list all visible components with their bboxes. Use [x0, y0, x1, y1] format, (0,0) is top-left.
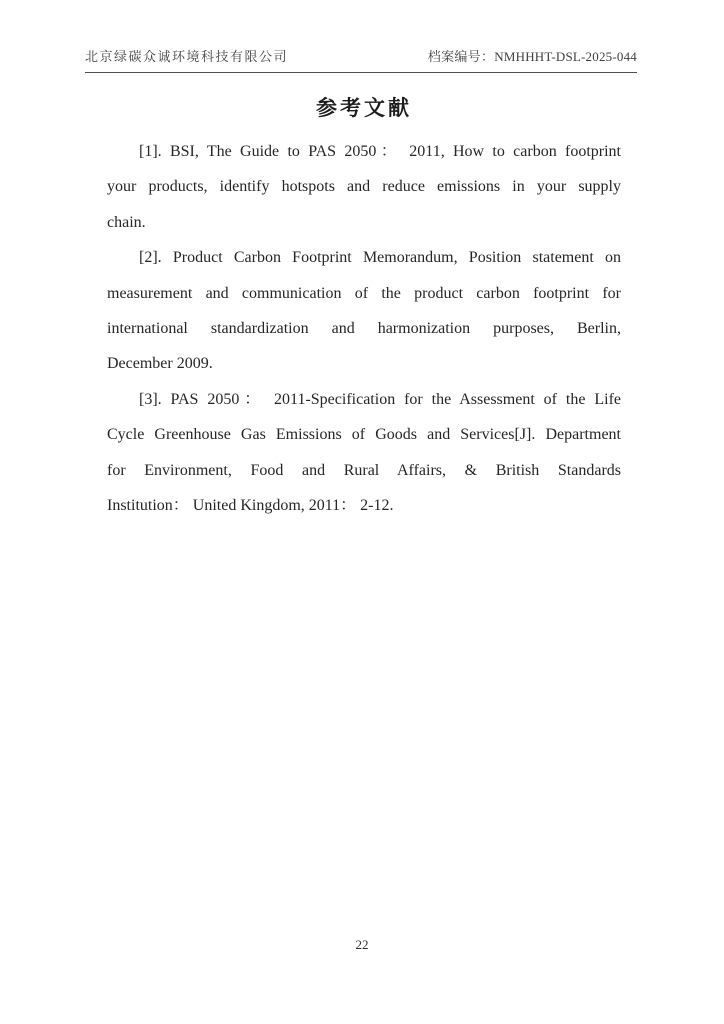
reference-line: [1]. BSI, The Guide to PAS 2050： 2011, How to carbon footprint: [139, 143, 621, 160]
page-number: 22: [355, 937, 369, 952]
page-title: 参考文献: [316, 96, 412, 120]
reference-item-2: [107, 240, 621, 382]
page-header: [85, 46, 637, 73]
reference-line: [3]. PAS 2050： 2011-Specification for the Assessment of the Life: [139, 390, 621, 408]
reference-line: Institution： United Kingdom, 2011： 2-12.: [107, 497, 394, 515]
reference-line: [2]. Product Carbon Footprint Memorandum, Position statement on: [139, 249, 621, 267]
archive-number-value: NMHHHT-DSL-2025-044: [494, 49, 637, 64]
reference-item-1: [107, 134, 621, 240]
company-name: 北京绿碳众诚环境科技有限公司: [85, 49, 289, 64]
archive-number-label: 档案编号：: [427, 49, 495, 64]
references-section: [107, 134, 621, 523]
reference-line: for Environment, Food and Rural Affairs, & British Standards: [107, 461, 621, 479]
reference-line: Cycle Greenhouse Gas Emissions of Goods and Services[J]. Department: [107, 426, 621, 444]
page-body: [107, 93, 621, 523]
reference-line: chain.: [107, 213, 146, 231]
reference-line: December 2009.: [107, 355, 213, 373]
reference-line: measurement and communication of the product carbon footprint for: [107, 284, 621, 302]
archive-number-group: [428, 46, 637, 65]
reference-item-3: [107, 382, 621, 524]
reference-line: your products, identify hotspots and reduce emissions in your supply: [107, 178, 621, 196]
reference-line: international standardization and harmonization purposes, Berlin,: [107, 320, 621, 338]
